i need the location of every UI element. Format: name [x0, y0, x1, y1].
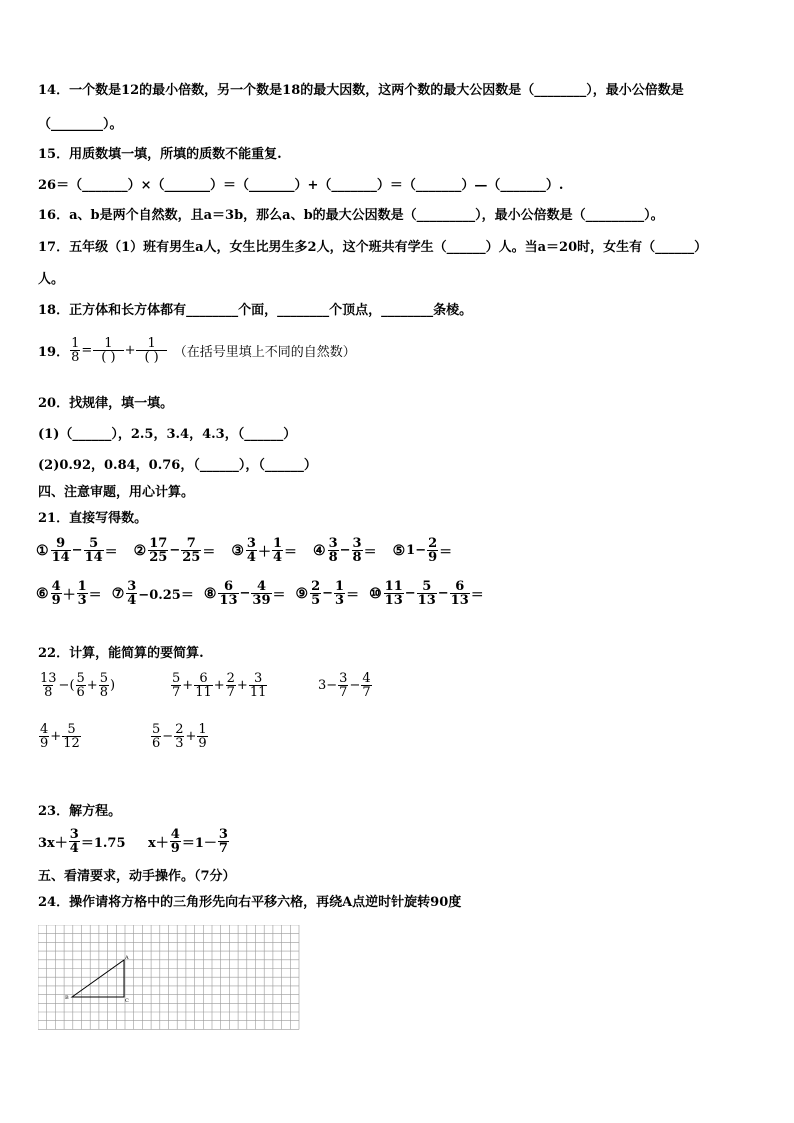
fraction: 4 9	[40, 722, 49, 751]
fraction: $\frac{2}{9}$	[428, 536, 438, 565]
q19-fraction-2: 1 ( )	[136, 337, 166, 364]
operator: ＋	[62, 588, 76, 603]
q19-note: （在括号里填上不同的自然数）	[173, 345, 356, 360]
q21-title: 21．直接写得数。	[38, 511, 148, 526]
operator: −	[169, 543, 181, 558]
operator: ＋	[257, 545, 271, 560]
operator: ＝	[202, 545, 216, 560]
item-number: ⑨	[295, 585, 309, 602]
vertex-a-label: A	[125, 955, 129, 961]
q22-expr-2	[170, 672, 268, 699]
fraction: $\frac{5}{14}$	[84, 536, 103, 565]
fraction: 1 3	[77, 579, 87, 608]
fraction: 13 8	[40, 671, 57, 700]
q24-title: 24．操作请将方格中的三角形先向右平移六格，再绕A点逆时针旋转90度	[38, 895, 462, 910]
operator: +	[50, 729, 62, 744]
fraction: 5 6	[76, 671, 85, 700]
fraction: $\frac{7}{25}$	[182, 536, 201, 565]
q19-label: 19．	[38, 345, 70, 360]
q17-line1: 17．五年级（1）班有男生a人，女生比男生多2人，这个班共有学生（______）人。当a＝20时，女生有（______）	[38, 240, 708, 255]
fraction: 6 13	[219, 579, 238, 608]
q14-line2: （________）。	[38, 117, 123, 132]
fraction: $\frac{6}{13}$	[450, 579, 469, 608]
q20-line2: (2)0.92，0.84，0.76，（______），（______）	[38, 458, 317, 473]
q24-grid	[38, 925, 300, 1037]
fraction: 3 4	[69, 827, 79, 856]
q18-line: 18．正方体和长方体都有________个面，________个顶点，________条棱。	[38, 303, 473, 318]
operator: ＝	[88, 588, 102, 603]
fraction: $\frac{4}{7}$	[362, 671, 371, 700]
q19-fraction-1: 1 ( )	[93, 337, 123, 364]
operator: ＝	[346, 588, 360, 603]
operator: −0.25＝	[138, 588, 194, 603]
fraction: $\frac{4}{39}$	[252, 579, 271, 608]
operator: ＝1.75	[80, 836, 126, 851]
q21-row2	[36, 580, 484, 607]
q22-title: 22．计算，能简算的要简算.	[38, 646, 204, 661]
operator: ＝	[272, 588, 286, 603]
operator: x＋	[148, 836, 169, 851]
q15-line: 26＝（_______）×（_______）＝（_______）+（_______）＝（_______）—（_______）.	[38, 178, 564, 193]
q23-equation-1	[38, 828, 126, 855]
q21-item	[112, 580, 194, 607]
fraction: $\frac{5}{12}$	[63, 722, 80, 751]
operator: −	[349, 678, 361, 693]
fraction: 3 4	[127, 579, 137, 608]
q21-item	[393, 537, 453, 564]
operator: +	[185, 729, 197, 744]
q23-equation-2	[148, 828, 230, 855]
fraction: 5 7	[172, 671, 181, 700]
fraction: $\frac{2}{7}$	[226, 671, 235, 700]
item-number: ④	[313, 542, 326, 559]
fraction: 9 14	[51, 536, 70, 565]
q22-expr-4	[38, 723, 82, 750]
operator: 3x＋	[38, 836, 68, 851]
q21-row1	[36, 537, 452, 564]
q14-line1: 14．一个数是12的最小倍数，另一个数是18的最大因数，这两个数的最大公因数是（________），最小公倍数是	[38, 83, 684, 98]
fraction: 3 7	[218, 827, 228, 856]
fraction: 3 8	[328, 536, 338, 565]
operator: −	[404, 586, 416, 601]
item-number: ⑤	[392, 542, 406, 559]
q19-line	[38, 337, 356, 364]
q21-item	[296, 580, 360, 607]
operator: ＝	[104, 545, 118, 560]
q19-plus: +	[124, 343, 136, 358]
q23-title: 23．解方程。	[38, 804, 122, 819]
q19-lhs-fraction: $\frac{1}{8}$	[71, 336, 80, 365]
operator: 3−	[318, 678, 338, 693]
operator: ＝	[470, 588, 484, 603]
operator: −	[71, 543, 83, 558]
operator: 1−	[406, 543, 427, 558]
operator: ＝1－	[181, 836, 217, 851]
operator: )	[109, 678, 116, 693]
q17-line2: 人。	[38, 272, 65, 287]
section5-heading: 五、看清要求，动手操作。（7分）	[38, 869, 236, 884]
q19-equals: =	[81, 343, 93, 358]
q16-line: 16．a、b是两个自然数，且a＝3b，那么a、b的最大公因数是（_________），最小公倍数是（_________）。	[38, 208, 664, 223]
q20-title: 20．找规律，填一填。	[38, 396, 174, 411]
fraction: $\frac{2}{3}$	[175, 722, 184, 751]
q22-expr-5	[150, 723, 209, 750]
operator: ＝	[284, 545, 298, 560]
fraction: 4 9	[51, 579, 61, 608]
operator: −(	[58, 678, 75, 693]
vertex-c-label: C	[125, 998, 129, 1004]
item-number: ⑧	[203, 585, 217, 602]
q20-line1: (1)（______），2.5，3.4，4.3，（______）	[38, 427, 297, 442]
item-number: ③	[231, 542, 244, 559]
q24-grid-figure	[38, 925, 300, 1041]
operator: ＝	[439, 545, 453, 560]
operator: ＝	[363, 545, 377, 560]
q21-item	[36, 580, 102, 607]
operator: +	[182, 678, 194, 693]
fraction: $\frac{5}{8}$	[99, 671, 108, 700]
fraction: $\frac{5}{13}$	[417, 579, 436, 608]
fraction: $\frac{3}{8}$	[352, 536, 362, 565]
item-number: ②	[133, 542, 147, 559]
fraction: 17 25	[149, 536, 168, 565]
fraction: $\frac{6}{11}$	[195, 671, 212, 700]
item-number: ⑦	[111, 585, 125, 602]
fraction: 1 4	[272, 536, 283, 565]
fraction: 4 9	[170, 827, 180, 856]
operator: +	[86, 678, 98, 693]
q21-item	[369, 580, 484, 607]
operator: −	[437, 586, 449, 601]
operator: −	[322, 586, 334, 601]
q21-item	[231, 537, 297, 564]
item-number: ①	[36, 542, 49, 559]
q22-expr-1	[38, 672, 115, 699]
q21-item	[313, 537, 377, 564]
operator: −	[339, 543, 351, 558]
fraction: $\frac{3}{11}$	[249, 671, 267, 700]
fraction: $\frac{1}{9}$	[198, 722, 207, 751]
fraction: 5 6	[152, 722, 161, 751]
operator: +	[213, 678, 225, 693]
operator: −	[239, 586, 251, 601]
q15-title: 15．用质数填一填，所填的质数不能重复.	[38, 147, 282, 162]
fraction: $\frac{3}{7}$	[339, 671, 348, 700]
fraction: 11 13	[384, 579, 403, 608]
q21-item	[36, 537, 118, 564]
q21-item	[134, 537, 216, 564]
operator: +	[236, 678, 248, 693]
q21-item	[204, 580, 286, 607]
section4-heading: 四、注意审题，用心计算。	[38, 485, 195, 500]
item-number: ⑥	[36, 585, 49, 602]
fraction: 3 4	[246, 536, 256, 565]
vertex-b-label: B	[65, 995, 69, 1001]
operator: −	[162, 729, 174, 744]
fraction: $\frac{1}{3}$	[335, 579, 345, 608]
q22-expr-3	[318, 672, 373, 699]
item-number: ⑩	[369, 585, 382, 602]
fraction: 2 5	[311, 579, 321, 608]
